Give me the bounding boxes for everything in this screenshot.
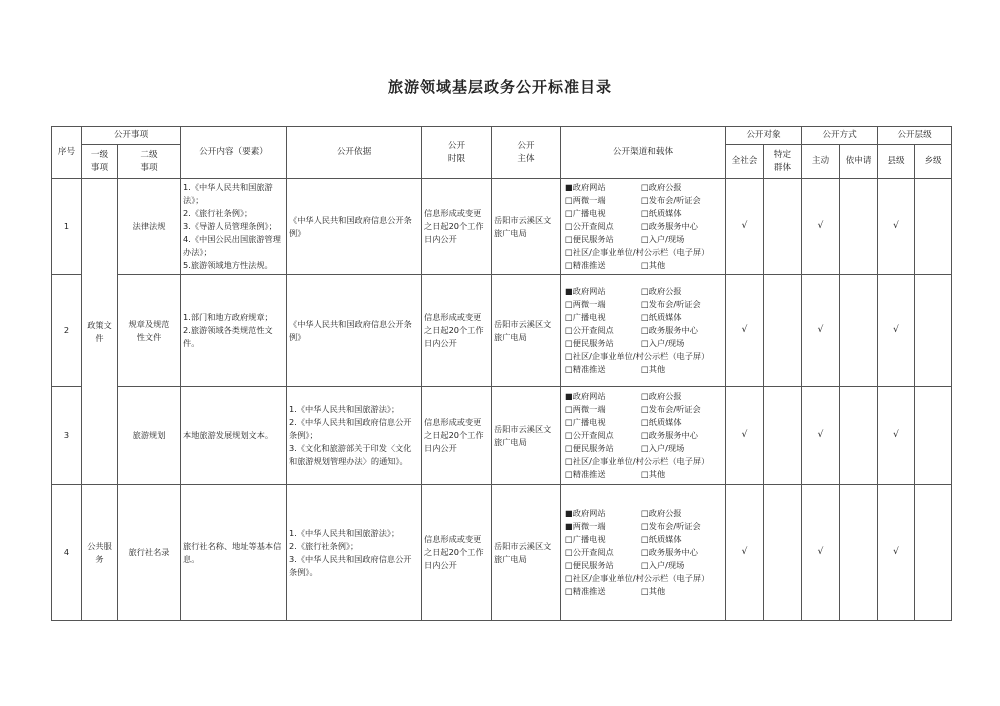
table-row xyxy=(52,485,952,621)
channel-option: ■政府网站 xyxy=(565,390,606,401)
channel-option: □其他 xyxy=(641,364,666,375)
channel-option: □政务服务中心 xyxy=(641,324,698,335)
channel-option: □政务服务中心 xyxy=(641,220,698,231)
row-active: √ xyxy=(802,387,840,485)
row-channels xyxy=(561,387,726,485)
channel-option: □广播电视 xyxy=(565,207,606,218)
row-content xyxy=(181,179,287,275)
row-time: 信息形成或变更之日起20个工作日内公开 xyxy=(422,387,492,485)
row-subject: 岳阳市云溪区文旅广电局 xyxy=(492,387,561,485)
header-target: 公开对象 xyxy=(726,127,802,145)
channel-option: □便民服务站 xyxy=(565,560,614,571)
channel-option: □其他 xyxy=(641,469,666,480)
channel-option: □政府公报 xyxy=(641,181,682,192)
channel-option: □政府公报 xyxy=(641,507,682,518)
header-specific: 特定 群体 xyxy=(764,145,802,179)
row-county: √ xyxy=(878,275,915,387)
channel-option: □广播电视 xyxy=(565,416,606,427)
row-apply xyxy=(840,275,878,387)
row-content: 旅行社名称、地址等基本信息。 xyxy=(181,485,287,621)
document-title: 旅游领域基层政务公开标准目录 xyxy=(387,78,612,96)
row-basis: 《中华人民共和国政府信息公开条例》 xyxy=(287,275,422,387)
channel-option: □公开查阅点 xyxy=(565,429,614,440)
channel-option: □广播电视 xyxy=(565,311,606,322)
basis-line: 2.《旅行社条例》； xyxy=(289,540,359,551)
channel-option: □政府公报 xyxy=(641,285,682,296)
row-channels xyxy=(561,275,726,387)
channel-option: □两微一端 xyxy=(565,194,606,205)
row-active: √ xyxy=(802,485,840,621)
row-basis xyxy=(287,387,422,485)
header-content: 公开内容（要素） xyxy=(181,127,287,179)
channel-option: □入户/现场 xyxy=(641,560,685,571)
header-county: 县级 xyxy=(878,145,915,179)
row-channels xyxy=(561,485,726,621)
channel-option: □两微一端 xyxy=(565,298,606,309)
channel-option: □入户/现场 xyxy=(641,338,685,349)
row-town xyxy=(915,485,952,621)
channel-option: □发布会/听证会 xyxy=(641,520,701,531)
row-county: √ xyxy=(878,387,915,485)
channel-option: □便民服务站 xyxy=(565,234,614,245)
basis-line: 1.《中华人民共和国旅游法》； xyxy=(289,527,400,538)
row-seq: 1 xyxy=(52,179,82,275)
content-line: 3.《导游人员管理条例》； xyxy=(183,221,277,231)
channel-option: □发布会/听证会 xyxy=(641,194,701,205)
channel-option: ■两微一端 xyxy=(565,520,606,531)
channel-option: ■政府网站 xyxy=(565,181,606,192)
row-time: 信息形成或变更之日起20个工作日内公开 xyxy=(422,179,492,275)
row-level2: 法律法规 xyxy=(118,179,181,275)
row-time: 信息形成或变更之日起20个工作日内公开 xyxy=(422,485,492,621)
table-row xyxy=(52,179,952,275)
channel-option: □发布会/听证会 xyxy=(641,403,701,414)
header-matter: 公开事项 xyxy=(82,127,181,145)
header-basis: 公开依据 xyxy=(287,127,422,179)
header-subject: 公开 主体 xyxy=(492,127,561,179)
disclosure-catalog-table xyxy=(51,126,952,621)
channel-option: □纸质媒体 xyxy=(641,207,682,218)
row-subject: 岳阳市云溪区文旅广电局 xyxy=(492,275,561,387)
header-active: 主动 xyxy=(802,145,840,179)
channel-option: ■政府网站 xyxy=(565,285,606,296)
channel-option: □社区/企事业单位/村公示栏（电子屏） xyxy=(565,247,710,258)
channel-option: □便民服务站 xyxy=(565,443,614,454)
header-town: 乡级 xyxy=(915,145,952,179)
channel-option: □社区/企事业单位/村公示栏（电子屏） xyxy=(565,351,710,362)
header-seq: 序号 xyxy=(52,127,82,179)
channel-option: □便民服务站 xyxy=(565,338,614,349)
channel-option: □公开查阅点 xyxy=(565,324,614,335)
content-line: 1.部门和地方政府规章； xyxy=(183,312,273,322)
row-county: √ xyxy=(878,179,915,275)
row-all-society: √ xyxy=(726,485,764,621)
row-apply xyxy=(840,387,878,485)
row-town xyxy=(915,387,952,485)
channel-option: □纸质媒体 xyxy=(641,311,682,322)
row-all-society: √ xyxy=(726,179,764,275)
row-channels xyxy=(561,179,726,275)
row-seq: 2 xyxy=(52,275,82,387)
basis-line: 1.《中华人民共和国旅游法》； xyxy=(289,404,400,414)
channel-option: □纸质媒体 xyxy=(641,533,682,544)
channel-option: □入户/现场 xyxy=(641,234,685,245)
table-row xyxy=(52,275,952,387)
row-seq: 4 xyxy=(52,485,82,621)
channel-option: □社区/企事业单位/村公示栏（电子屏） xyxy=(565,573,710,584)
channel-option: □精准推送 xyxy=(565,586,606,597)
row-seq: 3 xyxy=(52,387,82,485)
row-specific xyxy=(764,387,802,485)
basis-line: 2.《中华人民共和国政府信息公开条例》； xyxy=(289,417,412,440)
row-active: √ xyxy=(802,179,840,275)
content-line: 2.《旅行社条例》； xyxy=(183,208,253,218)
header-time: 公开 时限 xyxy=(422,127,492,179)
row-all-society: √ xyxy=(726,275,764,387)
channel-option: □政务服务中心 xyxy=(641,546,698,557)
content-line: 4.《中国公民出国旅游管理办法》； xyxy=(183,234,281,257)
channel-option: □其他 xyxy=(641,586,666,597)
row-level2: 旅游规划 xyxy=(118,387,181,485)
row-specific xyxy=(764,275,802,387)
channel-option: □精准推送 xyxy=(565,260,606,271)
row-time: 信息形成或变更之日起20个工作日内公开 xyxy=(422,275,492,387)
channel-option: □纸质媒体 xyxy=(641,416,682,427)
row-subject: 岳阳市云溪区文旅广电局 xyxy=(492,485,561,621)
row-town xyxy=(915,179,952,275)
header-apply: 依申请 xyxy=(840,145,878,179)
channel-option: □政务服务中心 xyxy=(641,429,698,440)
level1-policy-docs: 政策文件 xyxy=(82,179,118,485)
row-apply xyxy=(840,179,878,275)
channel-option: □其他 xyxy=(641,260,666,271)
basis-line: 3.《中华人民共和国政府信息公开条例》。 xyxy=(289,553,412,577)
channel-option: □发布会/听证会 xyxy=(641,298,701,309)
row-subject: 岳阳市云溪区文旅广电局 xyxy=(492,179,561,275)
row-content: 本地旅游发展规划文本。 xyxy=(181,387,287,485)
channel-option: □精准推送 xyxy=(565,469,606,480)
row-active: √ xyxy=(802,275,840,387)
content-line: 2.旅游领域各类规范性文件。 xyxy=(183,325,273,348)
header-channel: 公开渠道和载体 xyxy=(561,127,726,179)
content-line: 5.旅游领域地方性法规。 xyxy=(183,260,273,270)
row-town xyxy=(915,275,952,387)
content-line: 1.《中华人民共和国旅游法》； xyxy=(183,182,273,205)
row-level2: 规章及规范性文件 xyxy=(118,275,181,387)
channel-option: □入户/现场 xyxy=(641,443,685,454)
row-basis xyxy=(287,485,422,621)
channel-option: □精准推送 xyxy=(565,364,606,375)
header-scope: 公开层级 xyxy=(878,127,952,145)
header-all-society: 全社会 xyxy=(726,145,764,179)
channel-option: □公开查阅点 xyxy=(565,546,614,557)
row-basis: 《中华人民共和国政府信息公开条例》 xyxy=(287,179,422,275)
channel-option: □公开查阅点 xyxy=(565,220,614,231)
row-level2: 旅行社名录 xyxy=(118,485,181,621)
table-row xyxy=(52,387,952,485)
level1-public-service: 公共服务 xyxy=(82,485,118,621)
header-level1: 一级 事项 xyxy=(82,145,118,179)
row-apply xyxy=(840,485,878,621)
channel-option: □两微一端 xyxy=(565,403,606,414)
row-all-society: √ xyxy=(726,387,764,485)
row-specific xyxy=(764,179,802,275)
row-content xyxy=(181,275,287,387)
channel-option: □广播电视 xyxy=(565,533,606,544)
channel-option: □政府公报 xyxy=(641,390,682,401)
header-level2: 二级 事项 xyxy=(118,145,181,179)
basis-line: 3.《文化和旅游部关于印发〈文化和旅游规划管理办法〉的通知》。 xyxy=(289,443,412,466)
row-specific xyxy=(764,485,802,621)
header-mode: 公开方式 xyxy=(802,127,878,145)
channel-option: □社区/企事业单位/村公示栏（电子屏） xyxy=(565,456,710,467)
row-county: √ xyxy=(878,485,915,621)
channel-option: ■政府网站 xyxy=(565,507,606,518)
